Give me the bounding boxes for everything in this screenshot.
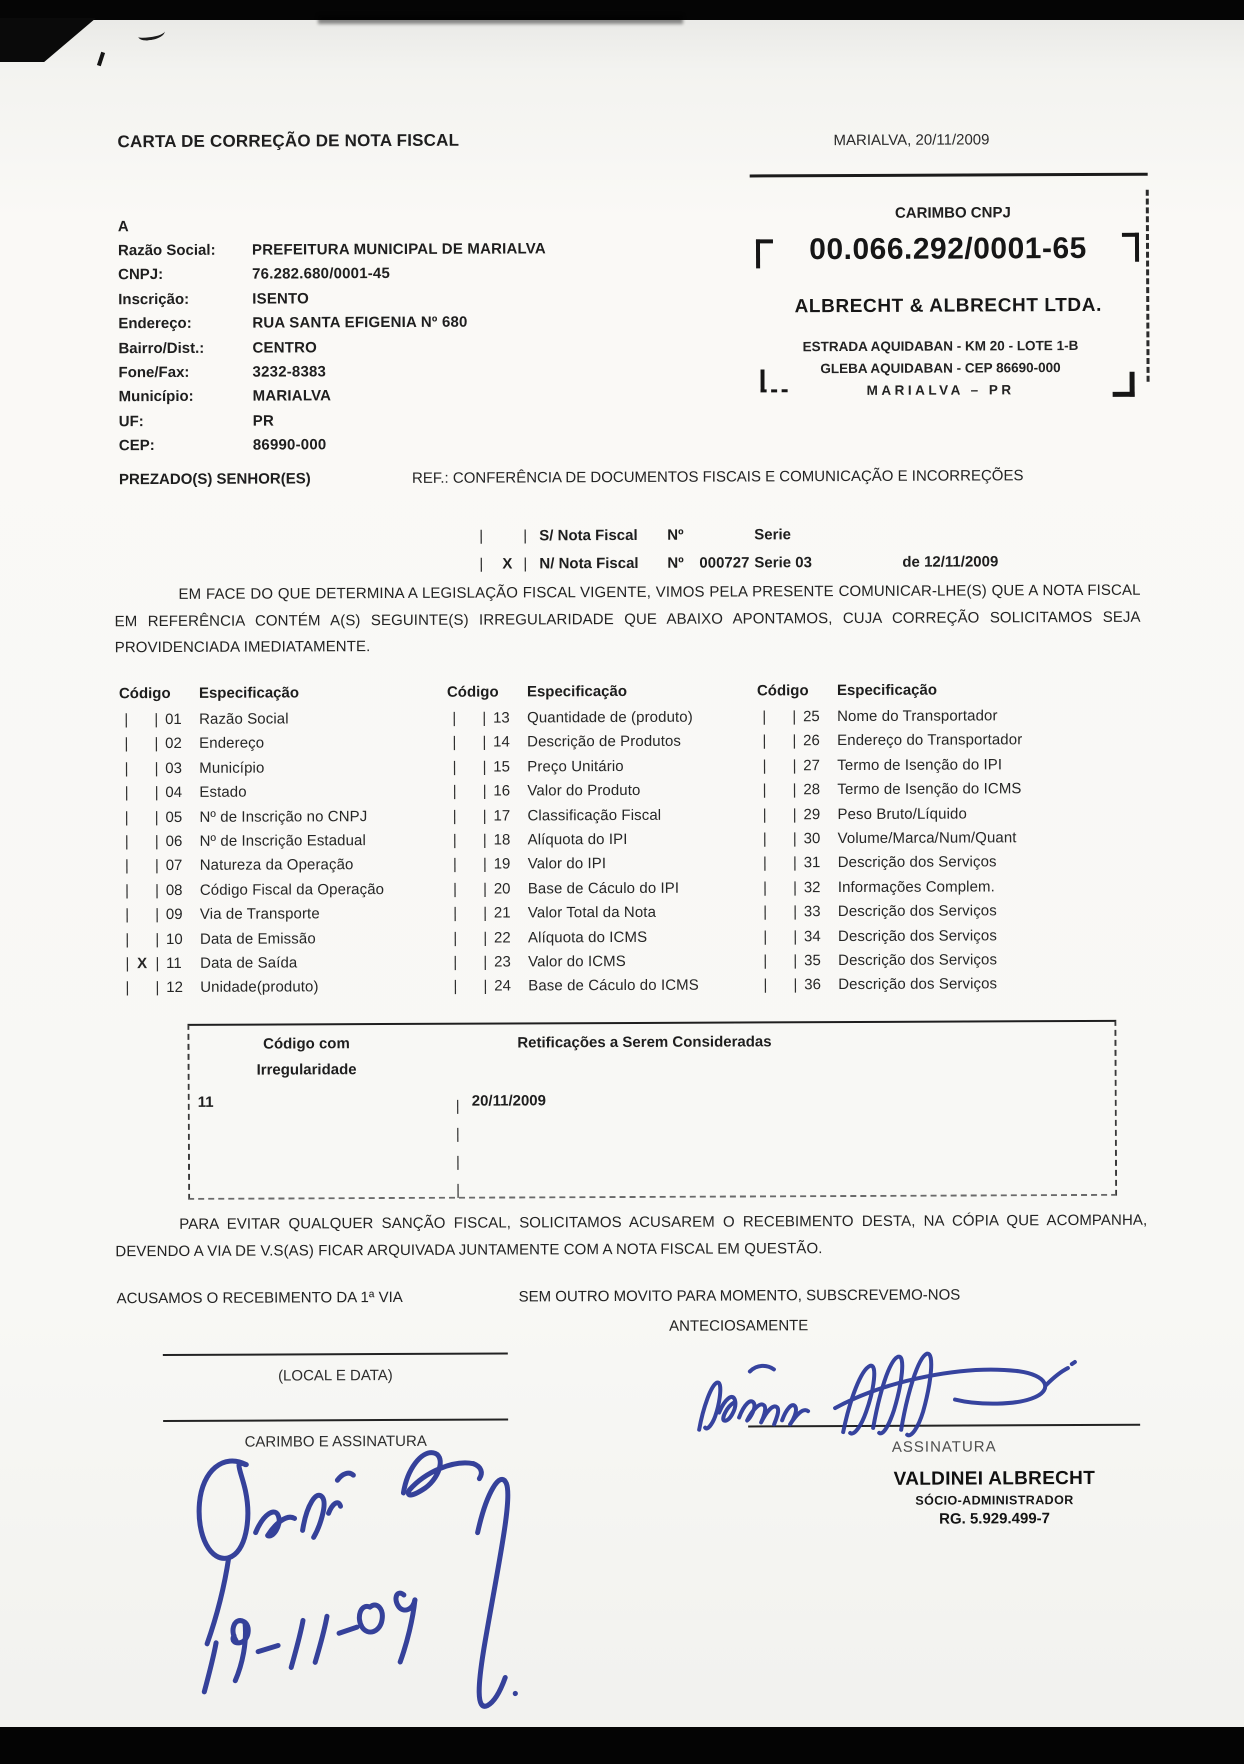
code-number: 05 (165, 808, 183, 826)
checkbox-marks (447, 734, 493, 751)
checkbox-marks (119, 784, 165, 801)
code-label: Alíquota do IPI (527, 830, 628, 849)
checkbox-marks (120, 906, 166, 923)
code-label: Valor do IPI (527, 855, 607, 873)
code-number: 36 (804, 976, 821, 994)
code-label: Nº de Inscrição no CNPJ (199, 807, 368, 826)
code-label: Razão Social (199, 710, 289, 728)
code-label: Termo de Isenção do IPI (837, 756, 1003, 774)
code-number: 04 (165, 784, 183, 802)
code-number: 30 (803, 830, 821, 848)
serie-label: Serie (754, 526, 791, 544)
checkbox-marks (757, 806, 803, 823)
field-label: Município: (118, 388, 194, 406)
checkbox-marks (119, 711, 165, 728)
checkbox-mark (462, 832, 478, 849)
field-value: ISENTO (252, 290, 310, 308)
city-date: MARIALVA, 20/11/2009 (833, 131, 990, 150)
assinatura-line (748, 1424, 1140, 1428)
code-row (120, 954, 430, 980)
checkbox-marks (120, 833, 166, 850)
code-label: Alíquota do ICMS (527, 928, 648, 946)
code-row (448, 830, 753, 856)
code-row (758, 902, 1098, 928)
checkbox-mark (771, 806, 787, 823)
codes-list (447, 708, 753, 1002)
code-row (758, 878, 1098, 904)
code-row (447, 733, 752, 759)
checkbox-marks (758, 830, 804, 847)
code-number: 02 (165, 735, 182, 753)
codes-header (119, 684, 429, 711)
local-data-label: (LOCAL E DATA) (278, 1367, 393, 1385)
code-row (757, 731, 1097, 757)
checkbox-marks (448, 953, 494, 970)
code-label: Descrição dos Serviços (838, 951, 998, 969)
checkbox-marks (757, 781, 803, 798)
stamp-dashed-border (1146, 190, 1150, 382)
checkbox-marks (447, 758, 493, 775)
rect-header-right: Retificações a Serem Consideradas (517, 1033, 772, 1052)
code-row (447, 757, 752, 783)
code-row (757, 756, 1097, 782)
code-label: Unidade(produto) (200, 978, 319, 997)
code-row (757, 780, 1097, 806)
checkbox-marks (119, 760, 165, 777)
code-row (448, 928, 753, 954)
code-row (119, 759, 429, 785)
checkbox-mark (772, 952, 788, 969)
checkbox-bar: | (479, 527, 484, 545)
field-label: CNPJ: (118, 266, 164, 284)
code-number: 28 (803, 781, 821, 799)
stamp-bracket-bottom-left (761, 369, 788, 392)
code-number: 03 (165, 759, 182, 777)
code-row (119, 734, 429, 760)
code-row (120, 978, 430, 1004)
code-label: Descrição dos Serviços (837, 926, 997, 945)
checkbox-marks (448, 929, 494, 946)
rect-irregularity-code: 11 (197, 1093, 214, 1111)
checkbox-mark (461, 807, 477, 824)
checkbox-marks (120, 931, 166, 948)
code-row (758, 853, 1098, 879)
code-row (758, 975, 1098, 1001)
field-label: UF: (118, 412, 144, 431)
checkbox-mark (134, 882, 150, 899)
stamp-bracket-bottom-right (1113, 372, 1135, 397)
stamp-address-line1: ESTRADA AQUIDABAN - KM 20 - LOTE 1-B (802, 338, 1079, 355)
checkbox-mark (133, 735, 149, 752)
checkbox-bar: | (523, 527, 528, 545)
addressee-field-row (118, 286, 546, 312)
code-number: 19 (493, 855, 511, 873)
code-number: 27 (803, 756, 820, 774)
serie-label: Serie 03 (754, 554, 812, 572)
checkbox-marks (758, 952, 804, 969)
code-label: Descrição dos Serviços (837, 853, 997, 872)
addressee-fields (118, 237, 547, 459)
field-value: PREFEITURA MUNICIPAL DE MARIALVA (251, 240, 546, 259)
checkbox-marks (120, 955, 166, 972)
code-row (448, 904, 753, 930)
local-data-line (163, 1353, 508, 1357)
code-number: 13 (493, 709, 510, 727)
stamp-address (738, 335, 1142, 403)
field-value: MARIALVA (252, 387, 332, 406)
checkbox-mark (134, 906, 150, 923)
checkbox-mark (772, 830, 788, 847)
code-number: 26 (803, 732, 820, 750)
code-label: Valor do ICMS (528, 952, 626, 971)
header-codigo: Código (756, 682, 809, 700)
checkbox-marks (448, 978, 494, 995)
rectifications-box (187, 1020, 1117, 1200)
nota-fiscal-date: de 12/11/2009 (902, 553, 999, 571)
header-codigo: Código (446, 683, 499, 701)
code-label: Peso Bruto/Líquido (837, 805, 967, 823)
codes-header (447, 682, 752, 709)
code-row (448, 977, 753, 1003)
checkbox-mark (133, 784, 149, 801)
closing-paragraph: PARA EVITAR QUALQUER SANÇÃO FISCAL, SOLICITAMOS ACUSAREM O RECEBIMENTO DESTA, NA CÓPIA QUE ACOMPANHA, DEVENDO A VIA DE V.S(AS) FICAR ARQUIVADA JUNTAMENTE COM A NOTA FISCAL EM QUESTÃO. (115, 1211, 1148, 1260)
code-number: 12 (166, 979, 183, 997)
checkbox-marks (448, 832, 494, 849)
codes-list (757, 707, 1098, 1001)
checkbox-mark (134, 833, 150, 850)
checkbox-mark (461, 710, 477, 727)
code-row (448, 879, 753, 905)
codes-column-1 (119, 684, 430, 1004)
addressee-field-row (119, 433, 547, 459)
field-label: Inscrição: (118, 290, 190, 309)
checkbox-marks (758, 855, 804, 872)
code-label: Valor Total da Nota (527, 903, 657, 922)
checkbox-mark: X (137, 954, 148, 973)
field-value: 3232-8383 (252, 363, 327, 381)
code-label: Base de Cáculo do ICMS (528, 976, 699, 995)
field-value: 76.282.680/0001-45 (252, 265, 391, 284)
checkbox-mark (462, 856, 478, 873)
code-row (119, 807, 429, 833)
checkbox-marks (447, 807, 493, 824)
code-label: Endereço (199, 734, 265, 753)
checkbox-marks (119, 809, 165, 826)
checkbox-mark (461, 734, 477, 751)
field-value: PR (252, 412, 275, 430)
checkbox-marks (447, 710, 493, 727)
code-number: 14 (493, 733, 510, 751)
code-label: Data de Emissão (199, 929, 316, 948)
code-label: Descrição dos Serviços (837, 902, 997, 921)
subscribe-line-2: ANTECIOSAMENTE (669, 1317, 809, 1335)
reference-line: REF.: CONFERÊNCIA DE DOCUMENTOS FISCAIS E COMUNICAÇÃO E INCORREÇÕES (411, 467, 1024, 487)
addressee-salutation: A (117, 218, 129, 236)
header-especificacao: Especificação (526, 682, 628, 701)
code-row (447, 806, 752, 832)
code-label: Descrição de Produtos (527, 733, 682, 751)
checkbox-mark (771, 708, 787, 725)
code-number: 31 (803, 854, 821, 872)
code-number: 17 (493, 807, 511, 825)
field-value: 86990-000 (252, 436, 327, 454)
code-number: 10 (165, 930, 183, 948)
field-value: RUA SANTA EFIGENIA Nº 680 (252, 313, 468, 332)
left-handwritten-receipt-note (199, 1452, 518, 1707)
checkbox-mark (462, 978, 478, 995)
code-number: 34 (803, 927, 821, 945)
code-number: 29 (803, 805, 821, 823)
code-label: Volume/Marca/Num/Quant (837, 829, 1017, 848)
checkbox-bar: | (523, 555, 528, 573)
field-label: Bairro/Dist.: (118, 339, 205, 357)
codes-list (119, 710, 430, 1004)
codes-column-3 (757, 681, 1098, 1001)
carimbo-line (163, 1419, 508, 1423)
code-label: Natureza da Operação (199, 856, 354, 875)
checkbox-marks (120, 857, 166, 874)
code-label: Descrição dos Serviços (838, 975, 998, 994)
code-number: 35 (804, 952, 821, 970)
checkbox-mark (462, 929, 478, 946)
signer-role: SÓCIO-ADMINISTRADOR (915, 1493, 1074, 1508)
checkbox-marks (758, 879, 804, 896)
checkbox-mark (772, 855, 788, 872)
code-label: Classificação Fiscal (527, 806, 662, 824)
intro-paragraph: EM FACE DO QUE DETERMINA A LEGISLAÇÃO FISCAL VIGENTE, VIMOS PELA PRESENTE COMUNICAR-LHE(S) QUE A NOTA FISCAL EM REFERÊNCIA CONTÉM A(S) SEGUINTE(S) IRREGULARIDADE QUE ABAIXO APONTAMOS, CUJA CORREÇÃO SOLICITAMOS SEJA PROVIDENCIADA IMEDIATAMENTE. (114, 581, 1141, 657)
rect-header-left-1: Código com (263, 1035, 350, 1053)
code-number: 08 (165, 881, 183, 899)
code-label: Informações Complem. (837, 878, 995, 896)
rect-header-left-2: Irregularidade (256, 1061, 357, 1079)
addressee-field-row (118, 335, 546, 361)
stamp-bracket-top-left (756, 239, 773, 268)
header-rule (750, 173, 1148, 178)
code-row (758, 951, 1098, 977)
code-row (119, 783, 429, 809)
checkbox-mark: X (502, 555, 513, 573)
stamp-heading: CARIMBO CNPJ (894, 204, 1011, 222)
code-number: 09 (165, 906, 183, 924)
code-number: 07 (165, 857, 183, 875)
code-row (448, 952, 753, 978)
checkbox-bar: | (479, 555, 484, 573)
carimbo-label: CARIMBO E ASSINATURA (244, 1432, 427, 1451)
checkbox-mark (462, 905, 478, 922)
greeting: PREZADO(S) SENHOR(ES) (118, 470, 311, 489)
checkbox-mark (133, 809, 149, 826)
code-row (120, 832, 430, 858)
code-label: Termo de Isenção do ICMS (837, 780, 1022, 799)
code-row (448, 855, 753, 881)
code-row (119, 710, 429, 736)
nota-fiscal-label: S/ Nota Fiscal (539, 526, 638, 545)
header-especificacao: Especificação (836, 681, 938, 700)
code-number: 06 (165, 832, 183, 850)
checkbox-mark (134, 857, 150, 874)
checkbox-mark (771, 733, 787, 750)
field-label: Fone/Fax: (118, 363, 190, 382)
code-label: Estado (199, 783, 247, 802)
checkbox-marks (758, 928, 804, 945)
nota-fiscal-row-1 (0, 524, 1243, 553)
rect-column-divider-marks (456, 1093, 460, 1205)
checkbox-marks (758, 977, 804, 994)
stamp-address-line2: GLEBA AQUIDABAN - CEP 86690-000 (820, 360, 1061, 377)
codes-column-2 (447, 682, 753, 1002)
nota-fiscal-number: 000727 (699, 554, 750, 572)
checkbox-mark (772, 879, 788, 896)
code-label: Nº de Inscrição Estadual (199, 832, 366, 850)
checkbox-mark (461, 758, 477, 775)
checkbox-mark (462, 880, 478, 897)
code-label: Preço Unitário (527, 757, 624, 776)
assinatura-label: ASSINATURA (891, 1438, 997, 1456)
header-especificacao: Especificação (198, 684, 300, 702)
checkbox-mark (772, 977, 788, 994)
code-number: 25 (803, 708, 820, 726)
code-label: Código Fiscal da Operação (199, 880, 385, 899)
code-number: 16 (493, 782, 511, 800)
code-number: 23 (494, 953, 511, 971)
numero-label: Nº (667, 554, 684, 572)
checkbox-mark (134, 979, 150, 996)
checkbox-marks (120, 979, 166, 996)
checkbox-mark (462, 954, 478, 971)
code-row (120, 856, 430, 882)
numero-label: Nº (667, 526, 684, 544)
code-row (120, 905, 430, 931)
subscribe-line: SEM OUTRO MOVITO PARA MOMENTO, SUBSCREVEMO-NOS (518, 1286, 961, 1306)
checkbox-mark (133, 760, 149, 777)
checkbox-mark (772, 928, 788, 945)
code-label: Nome do Transportador (837, 707, 998, 726)
code-number: 18 (493, 831, 511, 849)
checkbox-mark (772, 903, 788, 920)
code-number: 33 (803, 903, 821, 921)
checkbox-marks (448, 905, 494, 922)
checkbox-marks (758, 903, 804, 920)
ack-line: ACUSAMOS O RECEBIMENTO DA 1ª VIA (116, 1288, 403, 1308)
stamp-bracket-top-right (1122, 233, 1139, 262)
code-label: Via de Transporte (199, 905, 320, 923)
addressee-block (118, 216, 547, 459)
addressee-field-row (118, 262, 546, 288)
field-value: CENTRO (252, 338, 318, 357)
checkbox-marks (120, 882, 166, 899)
code-row (757, 707, 1097, 733)
checkbox-marks (447, 783, 493, 800)
signer-stamp (803, 1468, 1185, 1529)
header-codigo: Código (118, 684, 171, 703)
checkbox-mark (133, 711, 149, 728)
signer-name: VALDINEI ALBRECHT (893, 1467, 1096, 1490)
code-row (120, 881, 430, 907)
code-number: 24 (494, 977, 511, 995)
code-row (758, 926, 1098, 952)
nota-fiscal-label: N/ Nota Fiscal (539, 554, 639, 573)
checkbox-mark (771, 781, 787, 798)
code-number: 01 (165, 710, 182, 728)
code-number: 15 (493, 758, 510, 776)
addressee-field-row (118, 311, 546, 337)
field-label: Razão Social: (117, 241, 216, 260)
field-label: Endereço: (118, 315, 192, 333)
checkbox-mark (771, 757, 787, 774)
code-number: 21 (493, 904, 511, 922)
code-row (447, 708, 752, 734)
code-label: Valor do Produto (527, 782, 641, 800)
checkbox-marks (119, 735, 165, 752)
checkbox-marks (757, 757, 803, 774)
addressee-field-row (118, 359, 546, 385)
scan-bottom-black-bar (0, 1727, 1244, 1764)
code-row (758, 829, 1098, 855)
checkbox-marks (757, 733, 803, 750)
addressee-field-row (118, 237, 546, 263)
document-title: CARTA DE CORREÇÃO DE NOTA FISCAL (117, 130, 460, 152)
code-row (120, 929, 430, 955)
stamp-address-line3: MARIALVA – PR (866, 382, 1015, 398)
code-label: Quantidade de (produto) (527, 708, 693, 727)
checkbox-mark (461, 783, 477, 800)
code-number: 22 (493, 929, 511, 947)
addressee-field-row (119, 408, 547, 434)
code-row (757, 804, 1097, 830)
field-label: CEP: (118, 437, 155, 455)
code-label: Município (199, 759, 265, 777)
checkbox-marks (448, 880, 494, 897)
checkbox-marks (757, 708, 803, 725)
addressee-field-row (119, 384, 547, 410)
code-label: Endereço do Transportador (837, 731, 1023, 750)
checkbox-marks (448, 856, 494, 873)
codes-header (757, 681, 1097, 708)
signer-rg: RG. 5.929.499-7 (939, 1510, 1051, 1528)
code-number: 20 (493, 880, 511, 898)
code-row (447, 782, 752, 808)
stamp-company-name: ALBRECHT & ALBRECHT LTDA. (794, 294, 1102, 318)
rect-correction-value: 20/11/2009 (471, 1092, 547, 1110)
stamp-cnpj-number: 00.066.292/0001-65 (809, 231, 1087, 267)
code-number: 32 (803, 878, 821, 896)
code-label: Base de Cáculo do IPI (527, 879, 680, 898)
checkbox-mark (134, 931, 150, 948)
code-label: Data de Saída (200, 954, 298, 972)
code-number: 11 (166, 954, 182, 972)
